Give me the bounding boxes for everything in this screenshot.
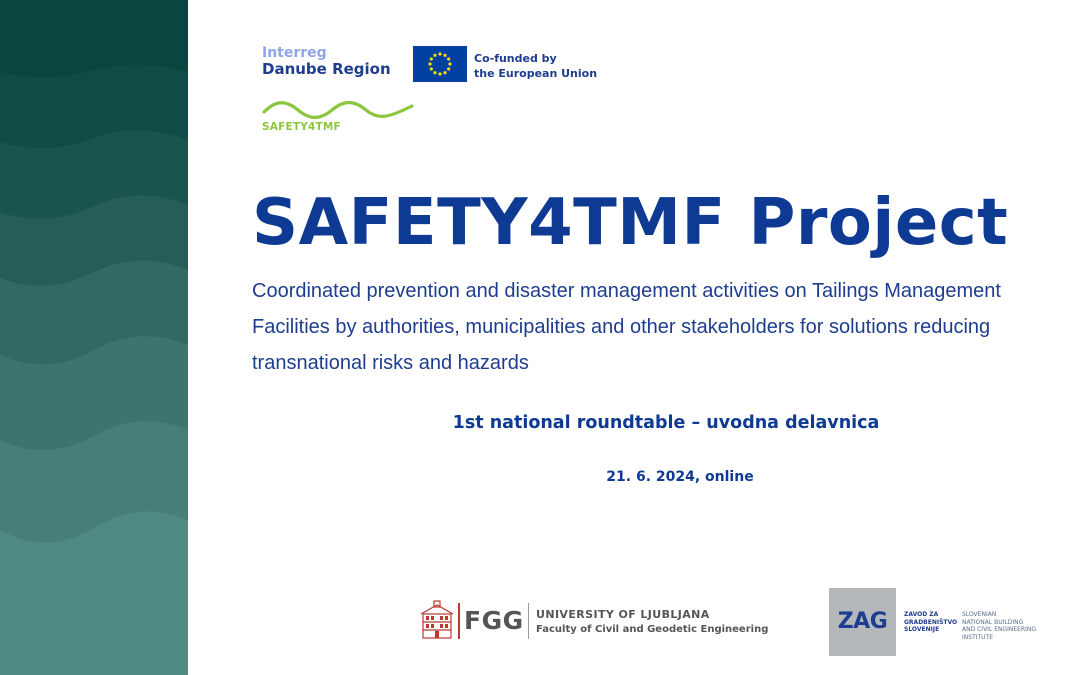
decorative-sidebar — [0, 0, 188, 675]
zag-en-line: AND CIVIL ENGINEERING — [962, 626, 1037, 633]
building-icon — [420, 600, 454, 640]
page-title: SAFETY4TMF Project — [252, 186, 1009, 260]
interreg-logo-line1: Interreg — [262, 45, 327, 61]
zag-sl-line: SLOVENIJE — [904, 626, 940, 633]
eu-text-line2: the European Union — [474, 67, 598, 80]
wave-sidebar-graphic — [0, 0, 188, 675]
safety4tmf-logo-text: SAFETY4TMF — [262, 121, 341, 133]
fgg-divider-grey — [528, 603, 529, 639]
event-date: 21. 6. 2024, online — [606, 469, 754, 485]
zag-en-line: NATIONAL BUILDING — [962, 618, 1024, 626]
sidebar-band-0 — [0, 0, 188, 78]
zag-name-english — [962, 611, 1036, 641]
zag-logo-box — [829, 588, 896, 656]
interreg-logo-line2: Danube Region — [262, 60, 391, 78]
eu-text-line1: Co-funded by — [474, 52, 557, 65]
interreg-logo — [262, 46, 391, 77]
fgg-abbreviation: FGG — [464, 606, 524, 635]
event-name: 1st national roundtable – uvodna delavnica — [452, 413, 880, 433]
zag-abbreviation: ZAG — [837, 609, 888, 634]
fgg-faculty-name: Faculty of Civil and Geodetic Engineering — [536, 624, 769, 635]
zag-en-line: SLOVENIAN — [962, 611, 997, 618]
zag-en-line: INSTITUTE — [962, 633, 994, 641]
eu-cofunded-text — [474, 51, 597, 81]
zag-sl-line: ZAVOD ZA — [904, 611, 939, 618]
eu-flag-icon — [413, 46, 467, 82]
fgg-university-name: UNIVERSITY OF LJUBLJANA — [536, 608, 710, 621]
page-subtitle: Coordinated prevention and disaster management activities on Tailings Management Facilities by authorities, municipalities and other stakeholders for solutions reducing transnational risks and hazards — [252, 280, 1001, 374]
zag-name-slovene — [904, 611, 957, 634]
wave-logo-icon — [262, 98, 414, 120]
fgg-divider-red — [458, 603, 460, 639]
fgg-logo — [420, 600, 769, 642]
zag-sl-line: GRADBENIŠTVO — [904, 618, 958, 626]
